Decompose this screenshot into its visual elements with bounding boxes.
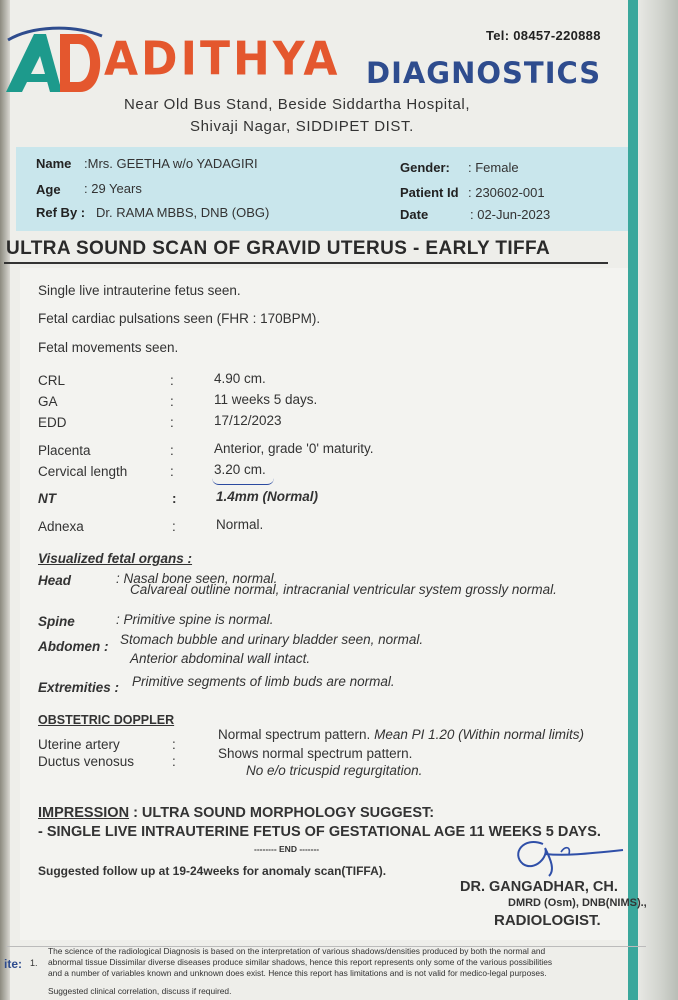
name-value: :Mrs. GEETHA w/o YADAGIRI xyxy=(84,156,258,171)
footer-line-2: abnormal tissue Dissimilar diverse diseases produce similar shadows, hence this report represents only some of the various possibilities xyxy=(48,957,553,967)
note-number: 1. xyxy=(30,958,38,968)
title-underline xyxy=(4,262,608,264)
telephone: Tel: 08457-220888 xyxy=(486,28,601,43)
tricuspid-note: No e/o tricuspid regurgitation. xyxy=(246,763,423,778)
date-value: : 02-Jun-2023 xyxy=(470,207,551,222)
ga-label: GA xyxy=(38,394,58,409)
end-marker: -------- END ------- xyxy=(254,844,320,854)
edd-colon: : xyxy=(170,415,174,430)
patient-id-label: Patient Id xyxy=(400,185,459,200)
spine-value: : Primitive spine is normal. xyxy=(116,612,274,627)
edd-label: EDD xyxy=(38,415,67,430)
abdomen-line-2: Anterior abdominal wall intact. xyxy=(130,651,311,666)
note-label: ite: xyxy=(4,957,22,971)
ductus-venosus-label: Ductus venosus xyxy=(38,754,135,769)
doctor-role: RADIOLOGIST. xyxy=(494,912,601,929)
address-line-2: Shivaji Nagar, SIDDIPET DIST. xyxy=(190,118,414,135)
adnexa-label: Adnexa xyxy=(38,519,84,534)
doctor-name: DR. GANGADHAR, CH. xyxy=(460,879,618,895)
finding-2: Fetal cardiac pulsations seen (FHR : 170BPM). xyxy=(38,311,321,326)
spine-label: Spine xyxy=(38,614,75,629)
cervical-length-value: 3.20 cm. xyxy=(214,462,266,477)
brand-suffix: DIAGNOSTICS xyxy=(366,56,602,90)
finding-3: Fetal movements seen. xyxy=(38,340,179,355)
age-value: : 29 Years xyxy=(84,181,142,196)
adnexa-colon: : xyxy=(172,519,176,534)
head-line-1: : Nasal bone seen, normal. xyxy=(116,571,278,586)
placenta-colon: : xyxy=(170,443,174,458)
organs-heading: Visualized fetal organs : xyxy=(38,551,193,566)
impression-text: - SINGLE LIVE INTRAUTERINE FETUS OF GESTATIONAL AGE 11 WEEKS 5 DAYS. xyxy=(38,824,601,840)
ductus-venosus-colon: : xyxy=(172,754,176,769)
follow-up-note: Suggested follow up at 19-24weeks for anomaly scan(TIFFA). xyxy=(38,864,387,878)
nt-label: NT xyxy=(38,491,56,506)
crl-value: 4.90 cm. xyxy=(214,371,266,386)
gender-label: Gender: xyxy=(400,160,450,175)
abdomen-label: Abdomen : xyxy=(38,639,109,654)
edd-value: 17/12/2023 xyxy=(214,413,282,428)
nt-value: 1.4mm (Normal) xyxy=(216,489,319,504)
signature-icon xyxy=(505,832,645,882)
extremities-value: Primitive segments of limb buds are normal. xyxy=(132,674,395,689)
finding-1: Single live intrauterine fetus seen. xyxy=(38,283,241,298)
cervical-length-colon: : xyxy=(170,464,174,479)
abdomen-line-1: Stomach bubble and urinary bladder seen, normal. xyxy=(120,632,424,647)
extremities-label: Extremities : xyxy=(38,680,120,695)
patient-id-value: : 230602-001 xyxy=(468,185,545,200)
placenta-value: Anterior, grade '0' maturity. xyxy=(214,441,374,456)
ref-value: Dr. RAMA MBBS, DNB (OBG) xyxy=(96,205,270,220)
uterine-artery-label: Uterine artery xyxy=(38,737,120,752)
uterine-artery-value: Normal spectrum pattern. Mean PI 1.20 (Within normal limits) xyxy=(218,727,585,742)
ad-logo-icon xyxy=(2,26,110,98)
name-label: Name xyxy=(36,156,72,171)
footer-line-3: and a number of variables known and unknown does exist. Hence this report has limitations and is not valid for medico-legal purposes. xyxy=(48,968,547,978)
uterine-artery-colon: : xyxy=(172,737,176,752)
date-label: Date xyxy=(400,207,429,222)
doctor-qualification: DMRD (Osm), DNB(NIMS)., xyxy=(508,897,647,909)
doppler-heading: OBSTETRIC DOPPLER xyxy=(38,713,175,727)
cervical-length-label: Cervical length xyxy=(38,464,128,479)
brand-name: ADITHYA xyxy=(104,32,341,87)
age-label: Age xyxy=(36,182,61,197)
head-label: Head xyxy=(38,573,72,588)
report-title: ULTRA SOUND SCAN OF GRAVID UTERUS - EARLY TIFFA xyxy=(6,238,551,259)
pen-underline xyxy=(212,478,274,485)
ref-label: Ref By : xyxy=(36,205,86,220)
gender-value: : Female xyxy=(468,160,519,175)
head-line-2: Calvareal outline normal, intracranial ventricular system grossly normal. xyxy=(130,582,557,597)
crl-colon: : xyxy=(170,373,174,388)
nt-colon: : xyxy=(172,491,177,506)
adnexa-value: Normal. xyxy=(216,517,264,532)
page-left-shadow xyxy=(0,0,10,1000)
footer-line-4: Suggested clinical correlation, discuss if required. xyxy=(48,986,232,996)
impression-heading: IMPRESSION : ULTRA SOUND MORPHOLOGY SUGGEST: xyxy=(38,805,435,821)
crl-label: CRL xyxy=(38,373,66,388)
ductus-venosus-value: Shows normal spectrum pattern. xyxy=(218,746,413,761)
address-line-1: Near Old Bus Stand, Beside Siddartha Hospital, xyxy=(124,96,471,113)
placenta-label: Placenta xyxy=(38,443,91,458)
footer-line-1: The science of the radiological Diagnosis is based on the interpretation of various shadows/densities produced by both the normal and xyxy=(48,946,546,956)
ga-value: 11 weeks 5 days. xyxy=(214,392,318,407)
ga-colon: : xyxy=(170,394,174,409)
